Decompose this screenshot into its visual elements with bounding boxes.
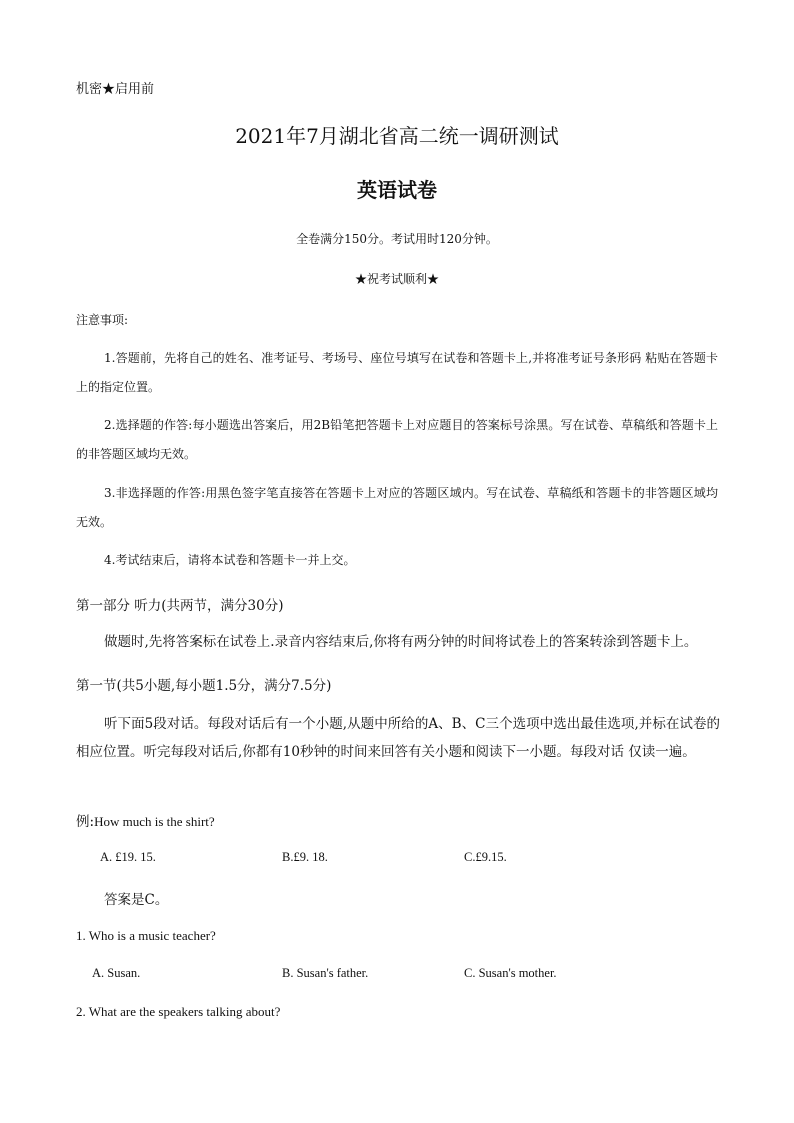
note-item: 2.选择题的作答:每小题选出答案后，用2B铅笔把答题卡上对应题目的答案标号涂黑。写在试卷、草稿纸和答题卡上的非答题区域均无效。 — [76, 418, 718, 461]
exam-title: 2021年7月湖北省高二统一调研测试 — [235, 124, 559, 148]
question-1-option-c: C. Susan's mother. — [464, 966, 557, 980]
example-option-a: A. £19. 15. — [100, 850, 156, 864]
note-item: 4.考试结束后，请将本试卷和答题卡一并上交。 — [104, 553, 356, 567]
example-question — [76, 810, 215, 830]
example-option-c: C.£9.15. — [464, 850, 507, 864]
question-1-option-a: A. Susan. — [92, 966, 141, 980]
question-2: 2. What are the speakers talking about? — [76, 1004, 281, 1019]
example-label: 例: — [76, 814, 95, 830]
part1-heading: 第一部分 听力(共两节，满分30分) — [76, 598, 284, 614]
confidential-label: 机密★启用前 — [76, 82, 155, 97]
note-item: 1.答题前，先将自己的姓名、准考证号、考场号、座位号填写在试卷和答题卡上,并将准考证号条形码 粘贴在答题卡上的指定位置。 — [76, 351, 718, 394]
section1-heading: 第一节(共5小题,每小题1.5分，满分7.5分) — [76, 678, 332, 694]
part1-intro: 做题时,先将答案标在试卷上.录音内容结束后,你将有两分钟的时间将试卷上的答案转涂到答题卡上。 — [104, 634, 698, 650]
notes-heading: 注意事项: — [76, 313, 129, 327]
section1-instructions: 听下面5段对话。每段对话后有一个小题,从题中所给的A、B、C三个选项中选出最佳选项,并标在试卷的相应位置。听完每段对话后,你都有10秒钟的时间来回答有关小题和阅读下一小题。每段对话 仅读一遍。 — [76, 716, 720, 760]
example-option-b: B.£9. 18. — [282, 850, 328, 864]
good-luck-line: ★祝考试顺利★ — [354, 272, 439, 286]
note-item: 3.非选择题的作答:用黑色签字笔直接答在答题卡上对应的答题区域内。写在试卷、草稿纸和答题卡的非答题区域均无效。 — [76, 486, 718, 529]
example-question-text: How much is the shirt? — [94, 814, 215, 829]
question-1-option-b: B. Susan's father. — [282, 966, 369, 980]
score-info: 全卷满分150分。考试用时120分钟。 — [296, 232, 498, 246]
question-1: 1. Who is a music teacher? — [76, 928, 216, 943]
example-answer: 答案是C。 — [104, 892, 169, 908]
exam-subtitle: 英语试卷 — [357, 178, 437, 202]
